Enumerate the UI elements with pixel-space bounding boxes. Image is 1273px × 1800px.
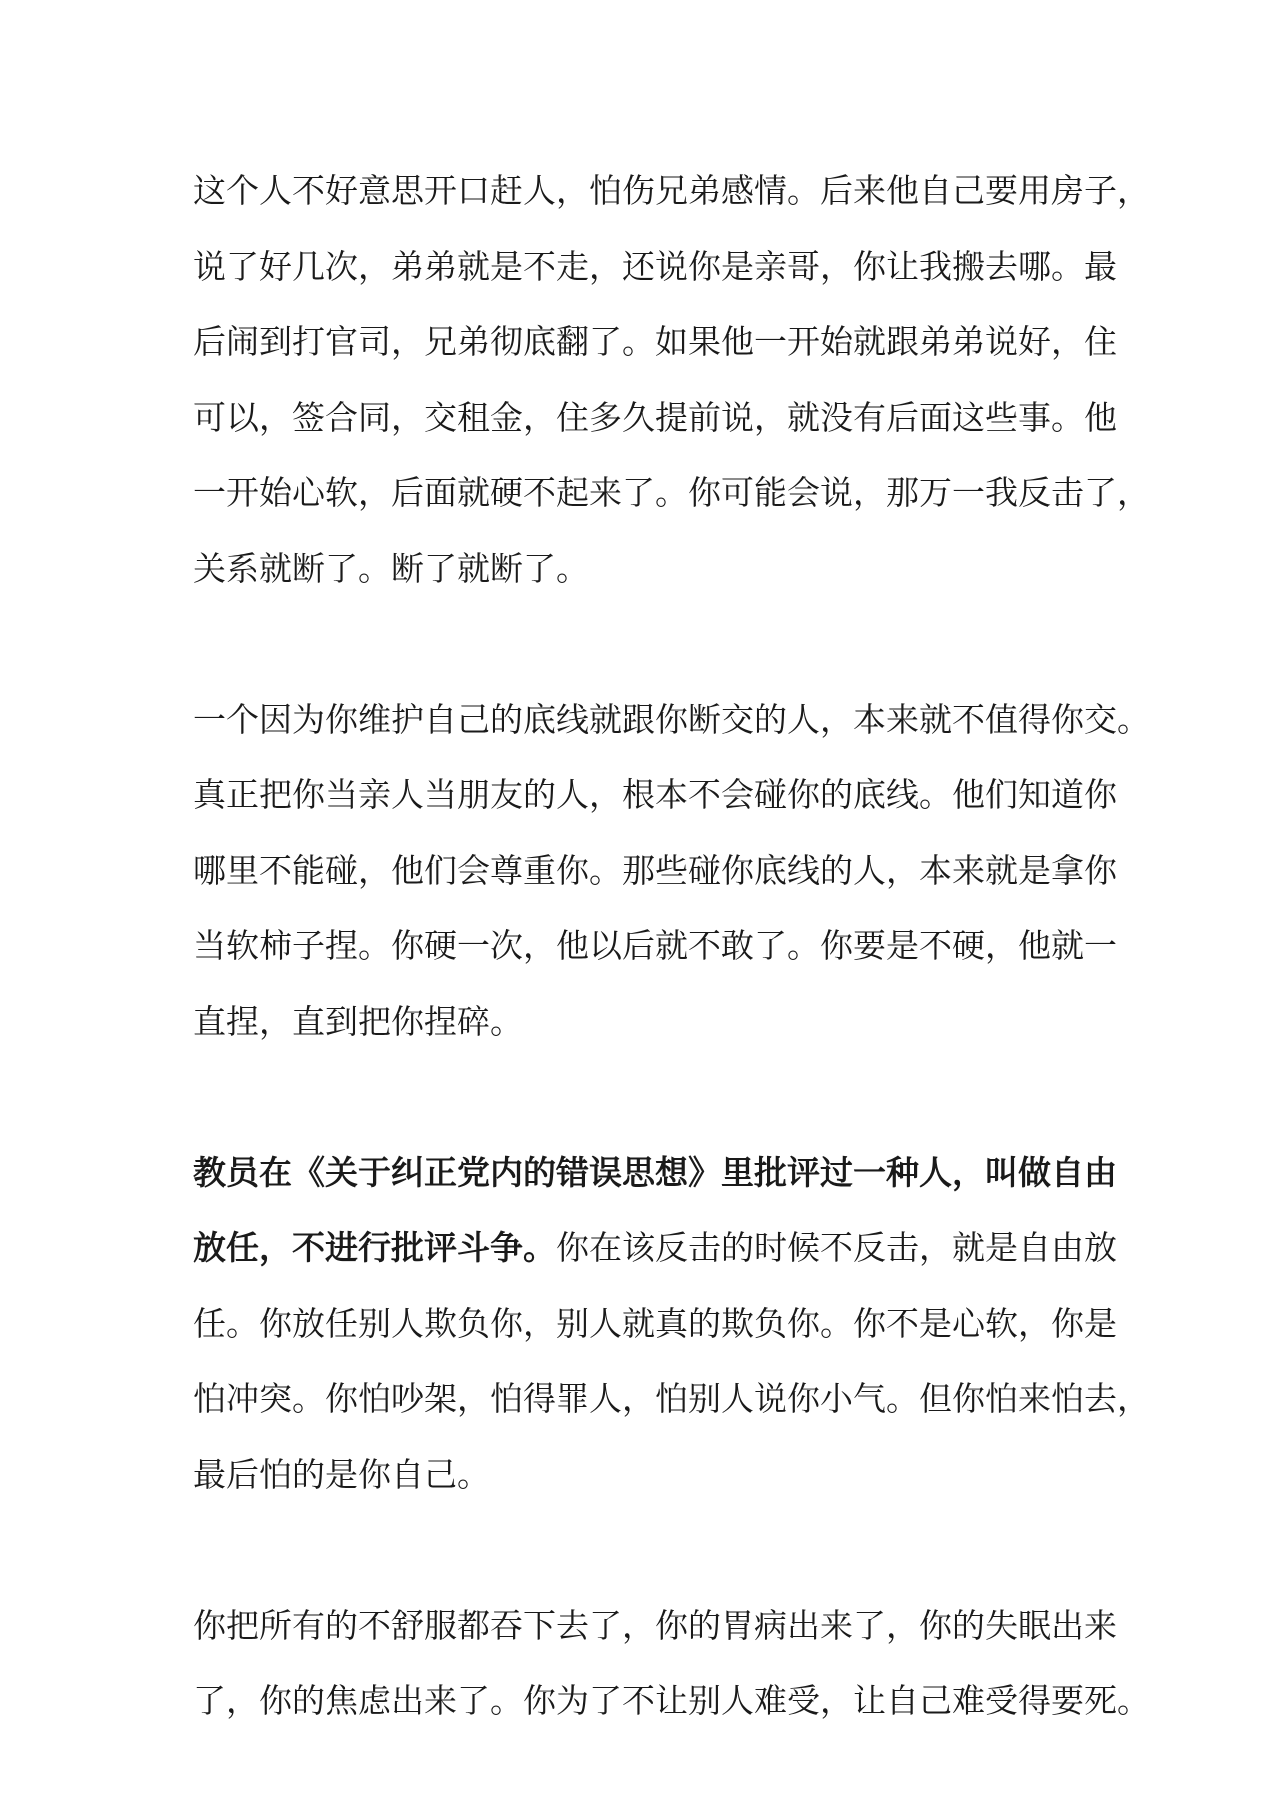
document-body: [193, 153, 1150, 1739]
bold-text-line: 教员在《关于纠正党内的错误思想》里批评过一种人，叫做自由: [193, 1152, 1117, 1192]
text-line: 这个人不好意思开口赶人，怕伤兄弟感情。后来他自己要用房子，: [193, 171, 1150, 210]
text-fragment: 你在该反击的时候不反击，就是自由放: [556, 1228, 1117, 1267]
text-line: 了，你的焦虑出来了。你为了不让别人难受，让自己难受得要死。: [193, 1681, 1150, 1720]
text-line: 哪里不能碰，他们会尊重你。那些碰你底线的人，本来就是拿你: [193, 850, 1117, 890]
text-line: 关系就断了。断了就断了。: [193, 548, 589, 588]
text-line: 当软柿子捏。你硬一次，他以后就不敢了。你要是不硬，他就一: [193, 926, 1117, 965]
paragraph-3: [193, 1135, 1150, 1513]
paragraph-spacer: [193, 606, 1093, 682]
text-line: 你把所有的不舒服都吞下去了，你的胃病出来了，你的失眠出来: [193, 1605, 1117, 1645]
paragraph-spacer: [193, 1512, 1093, 1588]
paragraph-1: [193, 153, 1150, 606]
text-line: 后闹到打官司，兄弟彻底翻了。如果他一开始就跟弟弟说好，住: [193, 322, 1117, 361]
text-line: 最后怕的是你自己。: [193, 1454, 490, 1494]
text-line: 说了好几次，弟弟就是不走，还说你是亲哥，你让我搬去哪。最: [193, 246, 1117, 286]
text-line: 一个因为你维护自己的底线就跟你断交的人，本来就不值得你交。: [193, 699, 1150, 739]
text-line: 真正把你当亲人当朋友的人，根本不会碰你的底线。他们知道你: [193, 775, 1117, 814]
paragraph-4: [193, 1588, 1150, 1739]
text-line: 可以，签合同，交租金，住多久提前说，就没有后面这些事。他: [193, 397, 1117, 437]
text-line: 一开始心软，后面就硬不起来了。你可能会说，那万一我反击了，: [193, 473, 1150, 512]
text-line: 怕冲突。你怕吵架，怕得罪人，怕别人说你小气。但你怕来怕去，: [193, 1379, 1150, 1418]
paragraph-2: [193, 682, 1150, 1060]
paragraph-spacer: [193, 1059, 1093, 1135]
text-line: 直捏，直到把你捏碎。: [193, 1001, 523, 1041]
text-line: 任。你放任别人欺负你，别人就真的欺负你。你不是心软，你是: [193, 1303, 1117, 1343]
text-line: [193, 1210, 1117, 1286]
bold-text-fragment: 放任，不进行批评斗争。: [193, 1228, 556, 1267]
